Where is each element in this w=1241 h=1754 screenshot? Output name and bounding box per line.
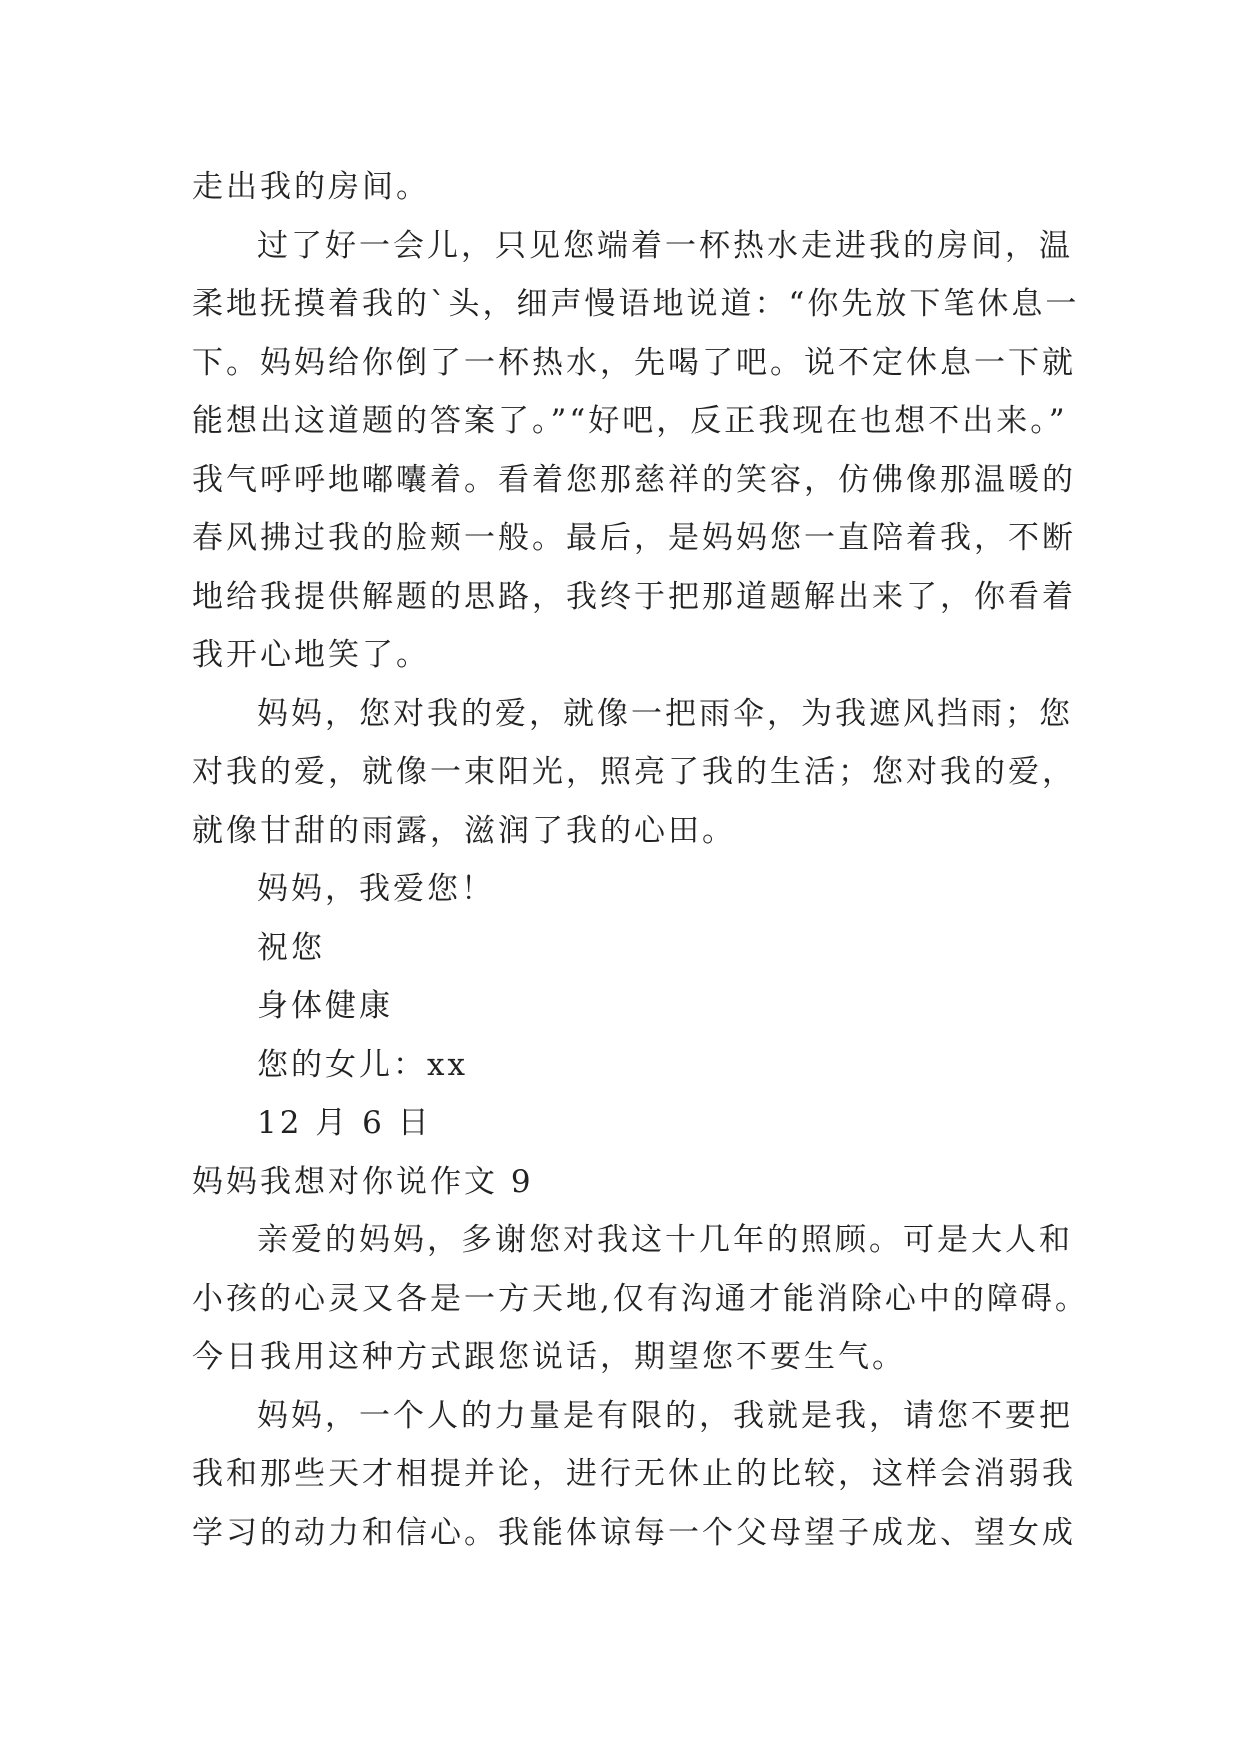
text-line: 亲爱的妈妈，多谢您对我这十几年的照顾。可是大人和 <box>257 1222 1073 1258</box>
text-line: 妈妈，一个人的力量是有限的，我就是我，请您不要把 <box>257 1397 1073 1434</box>
text-line: 走出我的房间。 <box>192 169 430 205</box>
date-line: 12 月 6 日 <box>257 1105 432 1141</box>
text-line: 我开心地笑了。 <box>192 637 430 673</box>
text-line: 对我的爱，就像一束阳光，照亮了我的生活；您对我的爱， <box>192 754 1076 790</box>
text-line: 我气呼呼地嘟囔着。看着您那慈祥的笑容，仿佛像那温暖的 <box>192 461 1076 498</box>
text-line: 过了好一会儿，只见您端着一杯热水走进我的房间，温 <box>257 227 1073 264</box>
text-line: 下。妈妈给你倒了一杯热水，先喝了吧。说不定休息一下就 <box>192 344 1076 381</box>
text-line: 我和那些天才相提并论，进行无休止的比较，这样会消弱我 <box>192 1456 1076 1492</box>
text-line: 身体健康 <box>257 988 393 1024</box>
text-line: 妈妈，您对我的爱，就像一把雨伞，为我遮风挡雨；您 <box>257 695 1073 732</box>
text-line: 今日我用这种方式跟您说话，期望您不要生气。 <box>192 1339 906 1375</box>
text-line: 柔地抚摸着我的`头，细声慢语地说道：“你先放下笔休息一 <box>192 286 1080 322</box>
text-line: 学习的动力和信心。我能体谅每一个父母望子成龙、望女成 <box>192 1514 1076 1551</box>
section-heading: 妈妈我想对你说作文 9 <box>192 1163 534 1200</box>
text-line: 就像甘甜的雨露，滋润了我的心田。 <box>192 812 736 849</box>
text-line: 地给我提供解题的思路，我终于把那道题解出来了，你看着 <box>192 578 1076 615</box>
text-line: 小孩的心灵又各是一方天地,仅有沟通才能消除心中的障碍。 <box>192 1280 1089 1317</box>
text-line: 祝您 <box>257 929 325 966</box>
document-body <box>192 158 1089 1562</box>
signature-line: 您的女儿：xx <box>257 1046 468 1083</box>
text-line: 妈妈，我爱您！ <box>257 871 495 907</box>
text-line: 能想出这道题的答案了。”“好吧，反正我现在也想不出来。” <box>192 403 1068 439</box>
text-line: 春风拂过我的脸颊一般。最后，是妈妈您一直陪着我，不断 <box>192 520 1076 556</box>
